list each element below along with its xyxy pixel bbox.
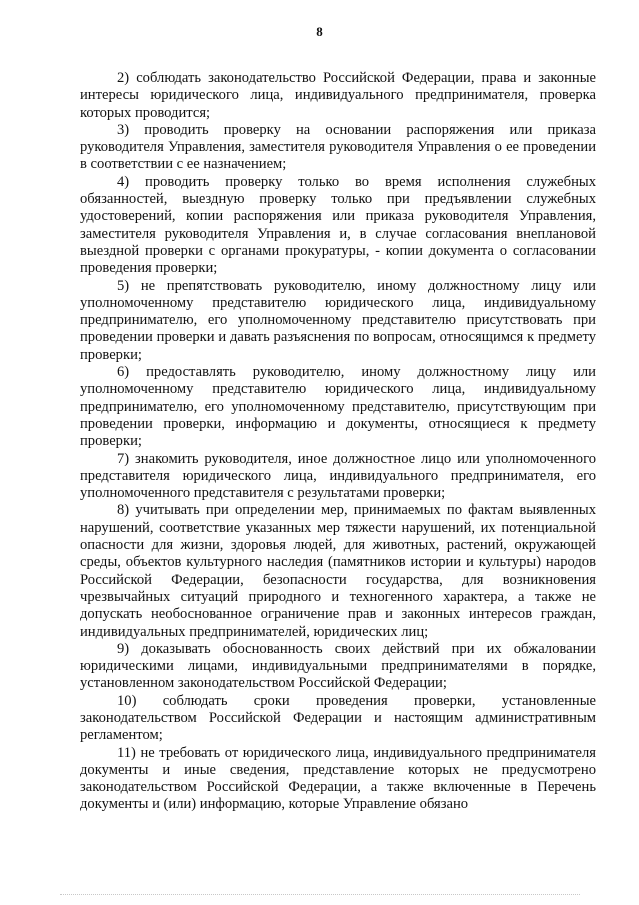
paragraph-item-7: 7) знакомить руководителя, иное должностное лицо или уполномоченного представителя юридического лица, индивидуального предпринимателя, его уполномоченного представителя с результатами проверки; (80, 450, 596, 502)
paragraph-item-4: 4) проводить проверку только во время исполнения служебных обязанностей, выездную проверку только при предъявлении служебных удостоверений, копии распоряжения или приказа руководителя Управления, заместителя руководителя Управления и, в случае согласования внеплановой выездной проверки с органами прокуратуры, - копии документа о согласовании проведения проверки; (80, 173, 596, 277)
paragraph-item-6: 6) предоставлять руководителю, иному должностному лицу или уполномоченному представителю юридического лица, индивидуальному предпринимателю, его уполномоченному представителю, присутствующим при проведении проверки, информацию и документы, относящиеся к предмету проверки; (80, 364, 596, 450)
paragraph-item-2: 2) соблюдать законодательство Российской Федерации, права и законные интересы юридического лица, индивидуального предпринимателя, проверка которых проводится; (80, 70, 596, 121)
paragraph-item-11: 11) не требовать от юридического лица, индивидуального предпринимателя документы и иные сведения, представление которых не предусмотрено законодательством Российской Федерации, а также включенные в Перечень документы и (или) информацию, которые Управление обязано (80, 744, 596, 813)
paragraph-item-5: 5) не препятствовать руководителю, иному должностному лицу или уполномоченному представителю юридического лица, индивидуальному предпринимателю, его уполномоченному представителю присутствовать при проведении проверки и давать разъяснения по вопросам, относящимся к предмету проверки; (80, 277, 596, 363)
paragraph-item-10: 10) соблюдать сроки проведения проверки, установленные законодательством Российской Федерации и настоящим административным регламентом; (80, 692, 596, 744)
paragraph-item-3: 3) проводить проверку на основании распоряжения или приказа руководителя Управления, заместителя руководителя Управления о ее проведении в соответствии с ее назначением; (80, 121, 596, 173)
paragraph-item-8: 8) учитывать при определении мер, принимаемых по фактам выявленных нарушений, соответствие указанных мер тяжести нарушений, их потенциальной опасности для жизни, здоровья людей, для животных, растений, окружающей среды, объектов культурного наследия (памятников истории и культуры) народов Российской Федерации, безопасности государства, для возникновения чрезвычайных ситуаций природного и техногенного характера, а также не допускать необоснованное ограничение прав и законных интересов граждан, индивидуальных предпринимателей, юридических лиц; (80, 502, 596, 640)
page-number: 8 (316, 24, 323, 39)
scan-artifact (60, 894, 580, 899)
document-body (80, 70, 596, 814)
paragraph-item-9: 9) доказывать обоснованность своих действий при их обжаловании юридическими лицами, индивидуальными предпринимателями в порядке, установленном законодательством Российской Федерации; (80, 640, 596, 692)
